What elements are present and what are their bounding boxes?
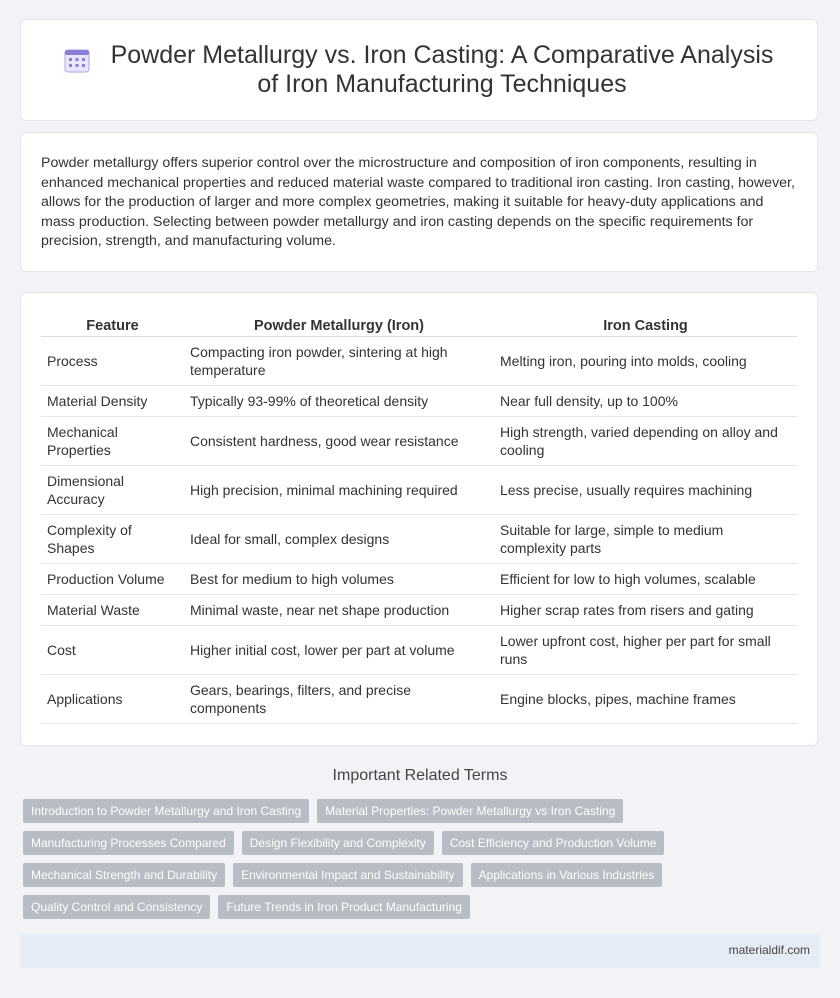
casting-cell: Less precise, usually requires machining [494,466,797,515]
casting-cell: Melting iron, pouring into molds, cooling [494,337,797,386]
tag-row [23,831,823,855]
feature-cell: Dimensional Accuracy [41,466,184,515]
table-row [41,466,797,515]
table-row [41,595,797,626]
table-row [41,564,797,595]
header-powder-metallurgy: Powder Metallurgy (Iron) [184,312,494,337]
casting-cell: Engine blocks, pipes, machine frames [494,675,797,724]
related-term-tag[interactable]: Cost Efficiency and Production Volume [442,831,665,855]
powder-cell: High precision, minimal machining required [184,466,494,515]
related-term-tag[interactable]: Environmental Impact and Sustainability [233,863,462,887]
related-term-tag[interactable]: Introduction to Powder Metallurgy and Iron Casting [23,799,309,823]
casting-cell: High strength, varied depending on alloy and cooling [494,417,797,466]
table-row [41,626,797,675]
table-row [41,386,797,417]
related-term-tag[interactable]: Future Trends in Iron Product Manufacturing [218,895,469,919]
feature-cell: Cost [41,626,184,675]
related-terms-heading: Important Related Terms [332,767,508,784]
table-row [41,515,797,564]
powder-cell: Minimal waste, near net shape production [184,595,494,626]
tag-row [23,799,823,823]
related-term-tag[interactable]: Quality Control and Consistency [23,895,210,919]
table-row [41,417,797,466]
casting-cell: Suitable for large, simple to medium complexity parts [494,515,797,564]
site-name[interactable]: materialdif.com [728,943,810,957]
header-iron-casting: Iron Casting [494,312,797,337]
footer-bar [20,934,820,968]
powder-cell: Typically 93-99% of theoretical density [184,386,494,417]
title-wrap [59,41,779,99]
feature-cell: Mechanical Properties [41,417,184,466]
page-title: Powder Metallurgy vs. Iron Casting: A Comparative Analysis of Iron Manufacturing Techniques [110,41,774,98]
casting-cell: Lower upfront cost, higher per part for small runs [494,626,797,675]
comparison-card [20,292,818,746]
feature-cell: Complexity of Shapes [41,515,184,564]
feature-cell: Material Waste [41,595,184,626]
title-card [20,19,818,121]
intro-paragraph: Powder metallurgy offers superior control over the microstructure and composition of iron components, resulting in enhanced mechanical properties and reduced material waste compared to traditional iron casting. Iron casting, however, allows for the production of larger and more complex geometries, making it suitable for heavy-duty applications and mass production. Selecting between powder metallurgy and iron casting depends on the specific requirements for precision, strength, and manufacturing volume. [41,155,795,249]
comparison-table [41,312,797,724]
powder-cell: Compacting iron powder, sintering at high temperature [184,337,494,386]
related-terms-list [23,799,823,927]
powder-cell: Higher initial cost, lower per part at volume [184,626,494,675]
feature-cell: Applications [41,675,184,724]
feature-cell: Process [41,337,184,386]
feature-cell: Production Volume [41,564,184,595]
tag-row [23,863,823,887]
header-feature: Feature [41,312,184,337]
casting-cell: Near full density, up to 100% [494,386,797,417]
casting-cell: Higher scrap rates from risers and gating [494,595,797,626]
related-term-tag[interactable]: Manufacturing Processes Compared [23,831,234,855]
powder-cell: Gears, bearings, filters, and precise components [184,675,494,724]
table-row [41,337,797,386]
feature-cell: Material Density [41,386,184,417]
table-row [41,675,797,724]
related-term-tag[interactable]: Applications in Various Industries [471,863,663,887]
casting-cell: Efficient for low to high volumes, scalable [494,564,797,595]
related-term-tag[interactable]: Mechanical Strength and Durability [23,863,225,887]
powder-cell: Best for medium to high volumes [184,564,494,595]
intro-card [20,132,818,272]
related-term-tag[interactable]: Design Flexibility and Complexity [242,831,434,855]
powder-cell: Consistent hardness, good wear resistance [184,417,494,466]
table-header-row [41,312,797,337]
document-grid-icon [64,49,90,78]
powder-cell: Ideal for small, complex designs [184,515,494,564]
related-term-tag[interactable]: Material Properties: Powder Metallurgy vs Iron Casting [317,799,623,823]
tag-row [23,895,823,919]
